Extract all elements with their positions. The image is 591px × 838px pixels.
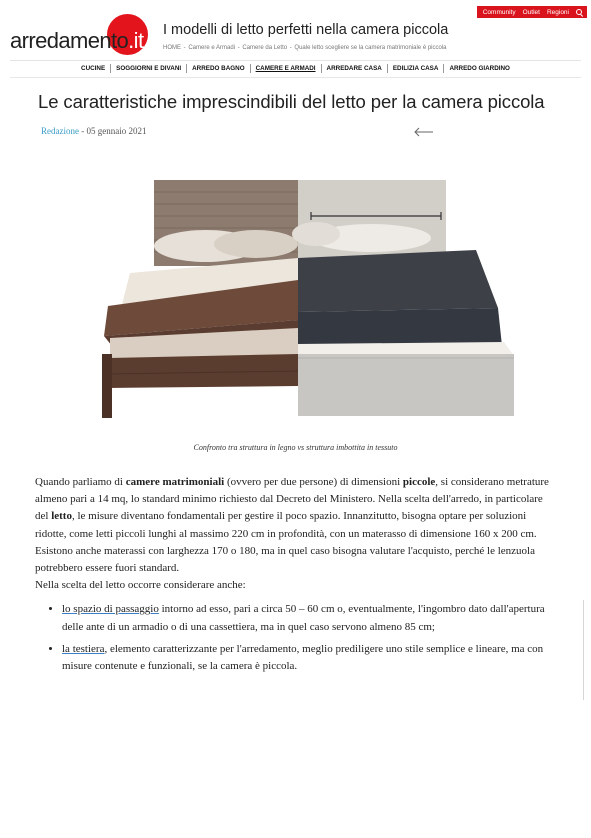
wood-bed-illustration bbox=[102, 180, 298, 418]
breadcrumb-separator: - bbox=[183, 45, 186, 51]
link-spazio-passaggio[interactable]: lo spazio di passaggio bbox=[62, 603, 159, 616]
article-bullet-list bbox=[35, 601, 555, 675]
topbar-link-outlet[interactable]: Outlet bbox=[522, 8, 540, 16]
nav-cucine[interactable]: CUCINE bbox=[81, 65, 106, 72]
breadcrumb bbox=[163, 45, 448, 51]
nav-divider bbox=[10, 77, 581, 78]
main-nav bbox=[0, 64, 591, 73]
image-caption: Confronto tra struttura in legno vs struttura imbottita in tessuto bbox=[193, 443, 398, 452]
list-item: • la testiera, elemento caratterizzante per l'arredamento, meglio prediligere uno stile semplice e lineare, ma con misure contenute e funzionali, se la camera è piccola. bbox=[62, 641, 555, 675]
topbar-link-regioni[interactable]: Regioni bbox=[546, 8, 569, 16]
article-title: Le caratteristiche imprescindibili del letto per la camera piccola bbox=[38, 91, 545, 112]
share-arrow-icon[interactable] bbox=[414, 126, 434, 138]
link-testiera[interactable]: la testiera bbox=[62, 642, 105, 655]
breadcrumb-camere-letto[interactable]: Camere da Letto bbox=[242, 45, 288, 51]
article-byline bbox=[41, 126, 146, 136]
author-link[interactable]: Redazione bbox=[41, 126, 79, 136]
nav-soggiorni-divani[interactable]: SOGGIORNI E DIVANI bbox=[110, 64, 186, 73]
header-title: I modelli di letto perfetti nella camera piccola bbox=[163, 22, 449, 38]
article-paragraph-2: Nella scelta del letto occorre considerare anche: bbox=[35, 579, 246, 592]
nav-arredo-giardino[interactable]: ARREDO GIARDINO bbox=[443, 64, 515, 73]
breadcrumb-home[interactable]: HOME bbox=[163, 45, 181, 51]
top-utility-bar bbox=[477, 6, 587, 18]
article-body bbox=[35, 474, 555, 680]
search-icon[interactable] bbox=[576, 9, 583, 16]
article-hero-image bbox=[96, 178, 516, 420]
list-item: • lo spazio di passaggio intorno ad esso, pari a circa 50 – 60 cm o, eventualmente, l'ingombro dato dall'apertura delle ante di un armadio o di una cassettiera, ma in quel caso servono almeno 85 cm; bbox=[62, 601, 555, 635]
breadcrumb-separator: - bbox=[289, 45, 292, 51]
site-logo[interactable] bbox=[10, 14, 150, 58]
sidebar-edge bbox=[583, 600, 584, 700]
nav-arredare-casa[interactable]: ARREDARE CASA bbox=[321, 64, 387, 73]
article-date: - 05 gennaio 2021 bbox=[78, 126, 147, 136]
breadcrumb-separator: - bbox=[237, 45, 240, 51]
nav-edilizia-casa[interactable]: EDILIZIA CASA bbox=[387, 64, 444, 73]
topbar-link-community[interactable]: Community bbox=[482, 8, 516, 16]
fabric-bed-illustration bbox=[292, 180, 514, 416]
article-paragraph-1: Quando parliamo di camere matrimoniali (ovvero per due persone) di dimensioni piccole, si considerano metrature almeno pari a 14 mq, lo standard minimo richiesto dal Decreto del Ministero. Nella scelta dell'arredo, in particolare del letto, le misure diventano fondamentali per gestire il poco spazio. Innanzitutto, bisogna optare per soluzioni ridotte, come letti piccoli lunghi al massimo 220 cm in profondità, con un materasso di dimensione 160 x 200 cm. Esistono anche materassi con larghezza 170 o 180, ma in quel caso bisogna valutare l'acquisto, perché le lenzuola potrebbero essere fuori standard. bbox=[35, 476, 549, 575]
breadcrumb-camere-armadi[interactable]: Camere e Armadi bbox=[188, 45, 236, 51]
logo-wordmark: arredamento.it bbox=[10, 28, 144, 53]
header-divider bbox=[10, 60, 581, 61]
breadcrumb-current: Quale letto scegliere se la camera matrimoniale è piccola bbox=[294, 45, 447, 51]
nav-camere-armadi[interactable]: CAMERE E ARMADI bbox=[250, 64, 321, 73]
nav-arredo-bagno[interactable]: ARREDO BAGNO bbox=[186, 64, 249, 73]
